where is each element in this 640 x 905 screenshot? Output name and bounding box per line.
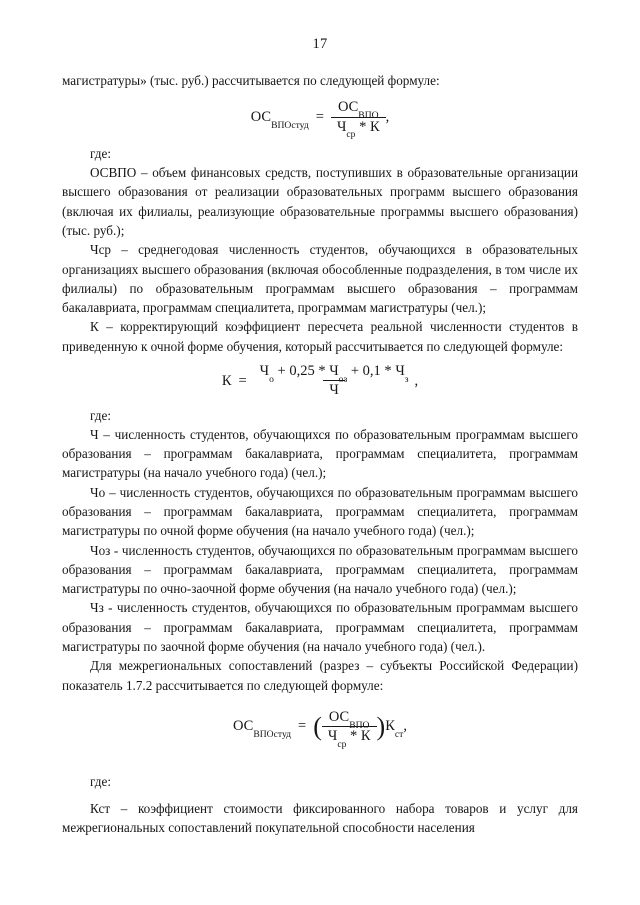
formula2-numerator: $Ч_о + 0,25 * Ч_{оз} + 0,1 * Ч_з$ — [259, 363, 409, 385]
formula2-num-mid-1: + 0,25 * — [277, 363, 326, 380]
formula1-left-side: $ОС_{ВПОстуд}$ — [250, 108, 309, 131]
paragraph-osvpo: ОСВПО – объем финансовых средств, поступивших в образовательные организации высшего образования от реализации образовательных программ высшего образования (включая их филиалы, реализующие образовательные программы высшего образования) (тыс. руб.); — [62, 165, 578, 238]
formula-os-vpo-stud-kst — [62, 708, 578, 751]
paragraph-cho: Чо – численность студентов, обучающихся по образовательным программам высшего образования – программам бакалавриата, программам специалитета, программам магистратуры по очной форме обучения (на начало учебного года) (чел.); — [62, 484, 578, 539]
formula-os-vpo-stud — [62, 99, 578, 141]
formula3-coefficient: $К_{ст}$ — [385, 718, 404, 741]
formula2-equals: = — [238, 372, 247, 389]
page-number: 17 — [312, 36, 328, 52]
gde-label-3: где: — [90, 774, 111, 790]
formula2-num-sub-3: з — [404, 373, 409, 385]
formula1-left-subscript: ВПОстуд — [271, 119, 309, 131]
paragraph-chz: Чз - численность студентов, обучающихся по образовательным программам высшего образования – программам бакалавриата, программам специалитета, программам магистратуры по заочной форме обучения (на начало учебного года) (чел.). — [62, 600, 578, 655]
formula3-left-side: $ОС_{ВПОстуд}$ — [233, 718, 292, 741]
formula3-left-subscript: ВПОстуд — [253, 729, 292, 741]
formula3-fraction — [322, 708, 377, 751]
formula2-denominator: Ч — [323, 380, 344, 398]
paragraph-kst: Кст – коэффициент стоимости фиксированного набора товаров и услуг для межрегиональных сопоставлений покупательной способности населения — [62, 800, 578, 836]
formula2-left-side: К — [221, 372, 232, 389]
formula1-denominator-subscript: ср — [346, 129, 356, 141]
formula2-num-sub-1: о — [269, 373, 274, 385]
formula3-denominator-subscript: ср — [337, 739, 347, 751]
gde-label-2: где: — [90, 407, 111, 423]
paragraph-ch: Ч – численность студентов, обучающихся по образовательным программам высшего образования – программам бакалавриата, программам специалитета, программам магистратуры (на начало учебного года) (чел.); — [62, 426, 578, 481]
formula3-numerator-subscript: ВПО — [349, 719, 370, 731]
formula1-numerator: $ОС_{ВПО}$ — [337, 99, 379, 122]
formula-k-coefficient — [62, 363, 578, 398]
formula2-fraction — [254, 363, 415, 398]
formula3-equals: = — [298, 718, 307, 735]
formula1-numerator-subscript: ВПО — [358, 110, 379, 122]
formula1-denominator: $Ч_{ср}$ * К — [331, 117, 386, 135]
formula1-fraction — [331, 99, 386, 141]
formula3-close-paren: ) — [376, 711, 386, 741]
paragraph-intro: магистратуры» (тыс. руб.) рассчитывается по следующей формуле: — [62, 73, 440, 88]
formula3-open-paren: ( — [313, 711, 322, 741]
formula1-equals: = — [315, 108, 324, 125]
paragraph-choz: Чоз - численность студентов, обучающихся по образовательным программам высшего образования – программам бакалавриата, программам специалитета, программам магистратуры по очно-заочной форме обучения (на начало учебного года) (чел.); — [62, 542, 578, 597]
formula3-coefficient-subscript: ст — [394, 729, 404, 741]
formula3-numerator: $ОС_{ВПО}$ — [328, 708, 370, 731]
formula2-num-2: Ч — [329, 363, 339, 380]
formula2-num-3: Ч — [395, 363, 405, 380]
formula3-trailing-comma: , — [403, 718, 407, 735]
paragraph-chsr: Чср – среднегодовая численность студентов, обучающихся в образовательных организациях высшего образования (включая обособленные подразделения, в том числе их филиалы) по образовательным программам высшего образования – программам бакалавриата, программам специалитета, программам магистратуры (чел.); — [62, 242, 578, 316]
formula2-num-mid-2: + 0,1 * — [350, 363, 392, 380]
formula3-denominator-tail: * К — [350, 728, 371, 745]
formula1-denominator-tail: * К — [359, 118, 380, 135]
formula2-trailing-comma: , — [414, 372, 419, 389]
formula3-denominator: $Ч_{ср}$ * К — [322, 726, 377, 744]
paragraph-mezhregionalnye: Для межрегиональных сопоставлений (разрез – субъекты Российской Федерации) показатель 1.7.2 рассчитывается по следующей формуле: — [62, 658, 578, 693]
formula1-trailing-comma: , — [385, 108, 390, 125]
gde-label-1: где: — [90, 145, 111, 161]
paragraph-k: К – корректирующий коэффициент пересчета реальной численности студентов в приведенную к очной форме обучения, который рассчитывается по следующей формуле: — [62, 319, 578, 354]
formula2-num-sub-2: оз — [338, 373, 348, 385]
